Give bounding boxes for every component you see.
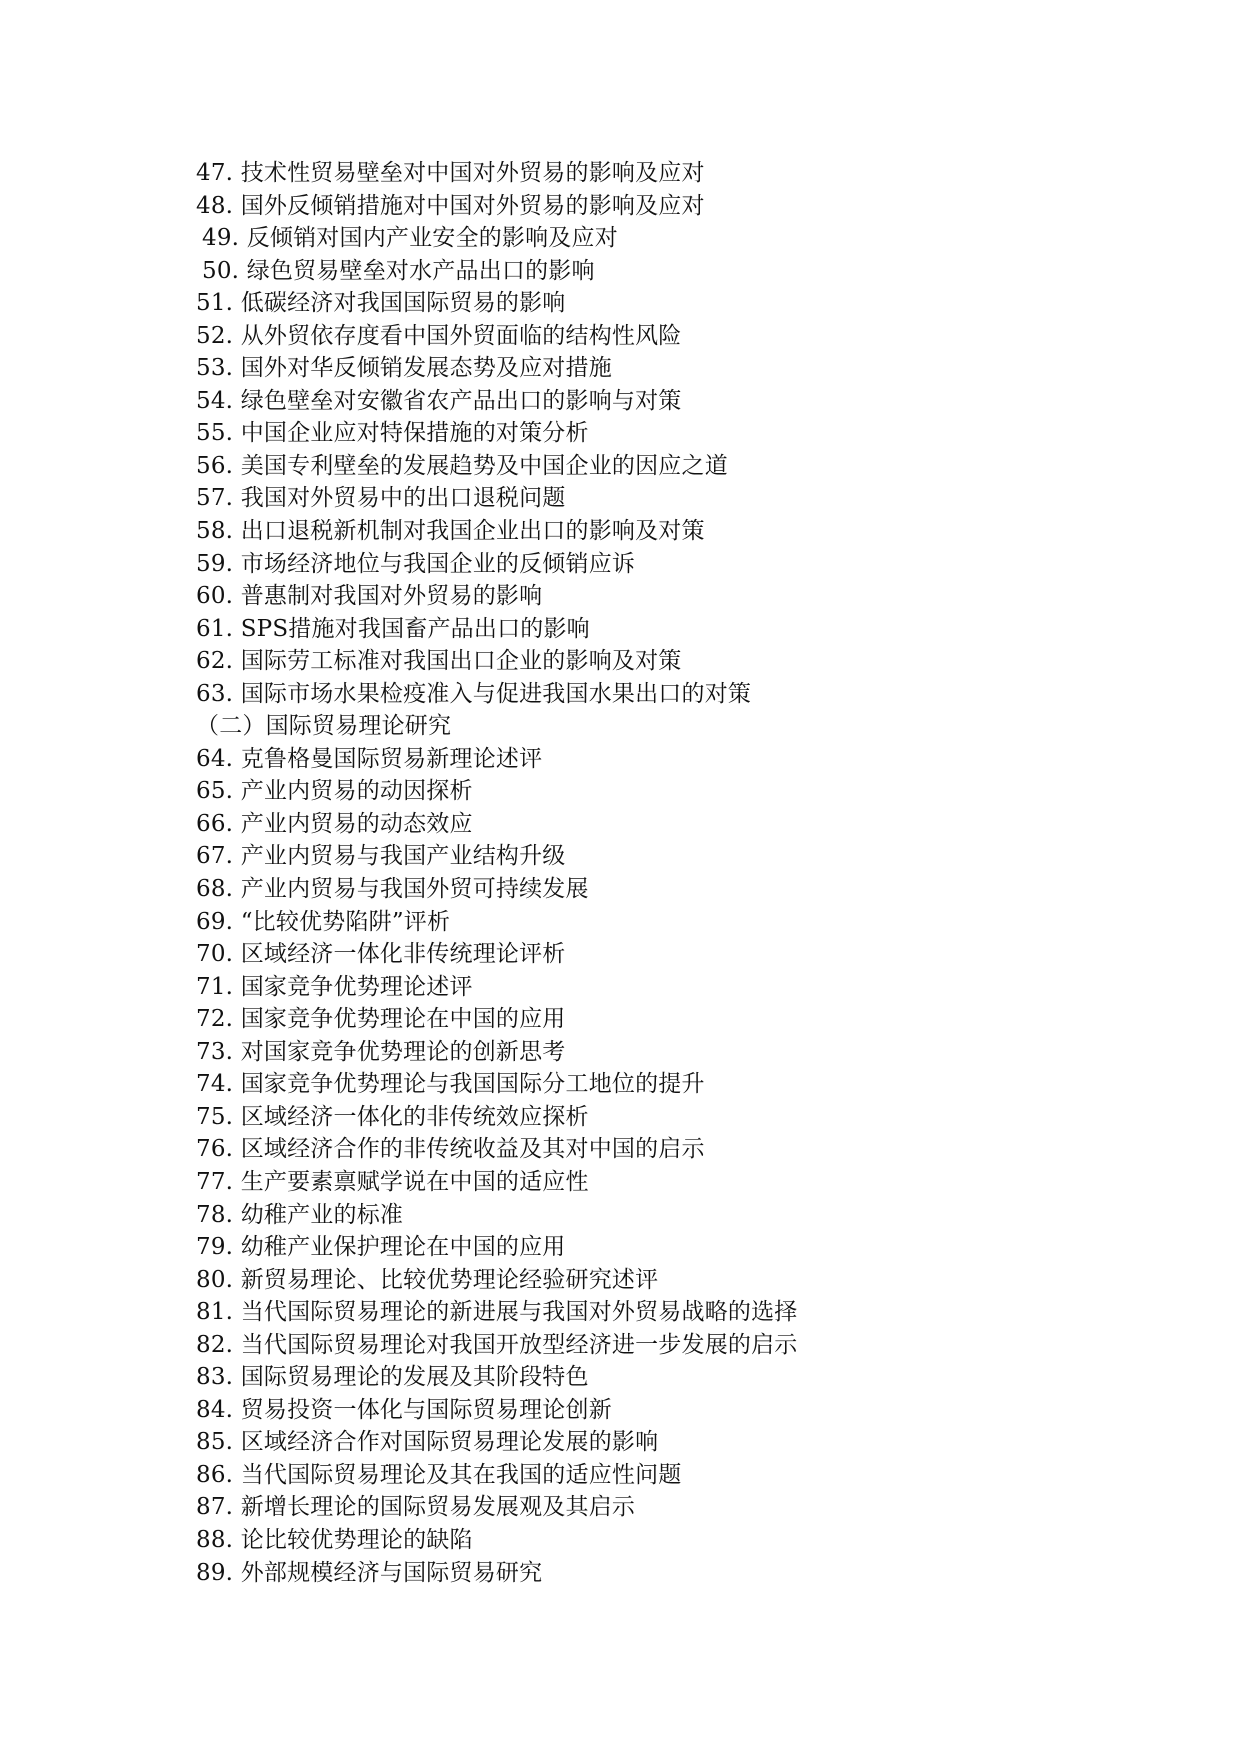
list-item: 57. 我国对外贸易中的出口退税问题 bbox=[196, 485, 566, 512]
list-item: 63. 国际市场水果检疫准入与促进我国水果出口的对策 bbox=[196, 680, 752, 707]
list-item: 77. 生产要素禀赋学说在中国的适应性 bbox=[196, 1168, 589, 1195]
list-item: 68. 产业内贸易与我国外贸可持续发展 bbox=[196, 876, 589, 903]
list-item: 89. 外部规模经济与国际贸易研究 bbox=[196, 1559, 543, 1586]
list-item: 56. 美国专利壁垒的发展趋势及中国企业的因应之道 bbox=[196, 452, 728, 479]
list-item: 65. 产业内贸易的动因探析 bbox=[196, 778, 473, 805]
list-item: 50. 绿色贸易壁垒对水产品出口的影响 bbox=[202, 257, 595, 284]
list-item: 84. 贸易投资一体化与国际贸易理论创新 bbox=[196, 1396, 612, 1423]
list-item: 70. 区域经济一体化非传统理论评析 bbox=[196, 941, 566, 968]
list-item: 79. 幼稚产业保护理论在中国的应用 bbox=[196, 1234, 566, 1261]
list-item: 55. 中国企业应对特保措施的对策分析 bbox=[196, 420, 589, 447]
list-item: 58. 出口退税新机制对我国企业出口的影响及对策 bbox=[196, 518, 705, 545]
list-item: 62. 国际劳工标准对我国出口企业的影响及对策 bbox=[196, 648, 682, 675]
list-item: 48. 国外反倾销措施对中国对外贸易的影响及应对 bbox=[196, 192, 705, 219]
list-item: 72. 国家竞争优势理论在中国的应用 bbox=[196, 1006, 566, 1033]
section-heading: （二）国际贸易理论研究 bbox=[196, 713, 452, 740]
list-item: 52. 从外贸依存度看中国外贸面临的结构性风险 bbox=[196, 322, 682, 349]
list-item: 86. 当代国际贸易理论及其在我国的适应性问题 bbox=[196, 1461, 682, 1488]
list-item: 82. 当代国际贸易理论对我国开放型经济进一步发展的启示 bbox=[196, 1331, 798, 1358]
list-item: 83. 国际贸易理论的发展及其阶段特色 bbox=[196, 1364, 589, 1391]
list-item: 87. 新增长理论的国际贸易发展观及其启示 bbox=[196, 1494, 636, 1521]
list-item: 64. 克鲁格曼国际贸易新理论述评 bbox=[196, 745, 543, 772]
list-item: 54. 绿色壁垒对安徽省农产品出口的影响与对策 bbox=[196, 387, 682, 414]
list-item: 53. 国外对华反倾销发展态势及应对措施 bbox=[196, 355, 612, 382]
list-item: 71. 国家竞争优势理论述评 bbox=[196, 973, 473, 1000]
list-item: 59. 市场经济地位与我国企业的反倾销应诉 bbox=[196, 550, 636, 577]
list-item: 75. 区域经济一体化的非传统效应探析 bbox=[196, 1103, 589, 1130]
list-item: 76. 区域经济合作的非传统收益及其对中国的启示 bbox=[196, 1136, 705, 1163]
list-item: 51. 低碳经济对我国国际贸易的影响 bbox=[196, 290, 566, 317]
list-item: 60. 普惠制对我国对外贸易的影响 bbox=[196, 583, 543, 610]
list-item: 74. 国家竞争优势理论与我国国际分工地位的提升 bbox=[196, 1071, 705, 1098]
list-item: 78. 幼稚产业的标准 bbox=[196, 1201, 404, 1228]
list-item: 67. 产业内贸易与我国产业结构升级 bbox=[196, 843, 566, 870]
list-item: 61. SPS措施对我国畜产品出口的影响 bbox=[196, 615, 590, 642]
list-item: 81. 当代国际贸易理论的新进展与我国对外贸易战略的选择 bbox=[196, 1299, 798, 1326]
list-item: 49. 反倾销对国内产业安全的影响及应对 bbox=[202, 225, 618, 252]
list-item: 66. 产业内贸易的动态效应 bbox=[196, 810, 473, 837]
list-item: 85. 区域经济合作对国际贸易理论发展的影响 bbox=[196, 1429, 659, 1456]
list-item: 47. 技术性贸易壁垒对中国对外贸易的影响及应对 bbox=[196, 160, 705, 186]
topic-list bbox=[196, 157, 1176, 1589]
list-item: 69. “比较优势陷阱”评析 bbox=[196, 908, 451, 935]
list-item: 88. 论比较优势理论的缺陷 bbox=[196, 1526, 473, 1553]
list-item: 73. 对国家竞争优势理论的创新思考 bbox=[196, 1038, 566, 1065]
list-item: 80. 新贸易理论、比较优势理论经验研究述评 bbox=[196, 1266, 659, 1293]
